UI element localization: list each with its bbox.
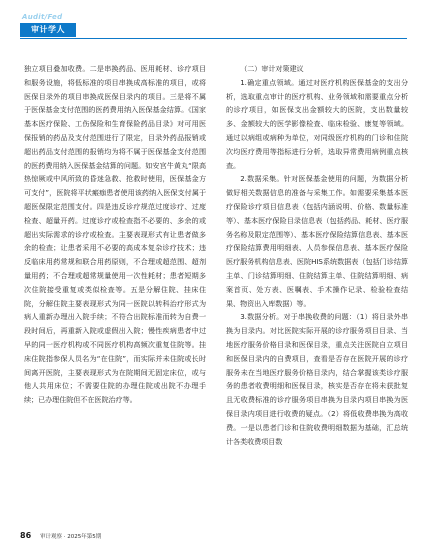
header-divider bbox=[20, 38, 407, 39]
body-paragraph: 3.数据分析。对于串换收费的问题：（1）将目录外串换为目录内。对比医院实际开展的诊疗服务项目目录、当地医疗服务价格目录和医保目录，重点关注医院自立项目和医保目录内的自费项目，查看是否存在医院开展的诊疗服务未在当地医疗服务价格目录内，结合掌握该类诊疗服务的患者收费明细和医保目录，核实是否存在将未获批复且无收费标准的诊疗服务项目串换为目录内项目串换为医保目录内项目进行收费的疑点。（2）将低收费串换为高收费。一是以患者门诊和住院收费明细数据为基础，汇总统计各类收费项目数 bbox=[226, 312, 408, 446]
journal-name: 审计观察 · 2025年第5期 bbox=[40, 534, 102, 540]
body-paragraph: 2.数据采集。针对医保基金使用的问题，为数据分析做好相关数据信息的准备与采集工作。如需要采集基本医疗保险诊疗项目信息表（包括内涵说明、价格、数量标准等）、基本医疗保险目录信息表（包括药品、耗材、医疗服务名称及限定范围等）、基本医疗保险结算信息表、基本医疗保险结算费用明细表、人员参保信息表、基本医疗保险医疗服务机构信息表、医院HIS系统数据表（包括门诊结算主单、门诊结算明细、住院结算主单、住院结算明细、病案首页、处方表、医嘱表、手术操作记录、检验检查结果、物资出入库数据）等。 bbox=[226, 174, 408, 308]
page-footer bbox=[0, 522, 427, 546]
body-paragraph: 1.确定重点领域。通过对医疗机构医保基金的支出分析，选取重点审计的医疗机构、业务领域和需要重点分析的诊疗项目，如医保支出金额较大的医院，支出数量较多、金额较大的医学影像检查、临床检验、康复等领域。通过以病组或病种为单位，对同级医疗机构的门诊和住院次均医疗费用等指标进行分析，选取异常费用病例重点核查。 bbox=[226, 77, 408, 170]
right-text-column bbox=[226, 62, 408, 448]
column-name-latin: Audit/Fed bbox=[22, 13, 63, 21]
section-heading: （二）审计对策建议 bbox=[240, 64, 304, 73]
column-tag: 审计学人 bbox=[20, 23, 76, 37]
page-header bbox=[0, 0, 427, 44]
body-paragraph: 独立项目叠加收费。二是串换药品、医用耗材、诊疗项目和服务设施，将低标准的项目串换成高标准的项目，或将医保目录外的项目串换成医保目录内的项目。三是将不属于医保基金支付范围的医药费用纳入医保基金结算。《国家基本医疗保险、工伤保险和生育保险药品目录》对可用医保报销的药品及支付范围进行了限定，目录外药品报销或超出药品支付范围的报销均为将不属于医保基金支付范围的医药费用纳入医保基金结算的问题。如安宫牛黄丸“限高热惊厥或中风所致的昏迷急救、抢救时使用，医保基金方可支付”，医院将平状瘢痂患者使用该药纳入医保支付属于超医保限定范围支付。四是违反诊疗规范过度诊疗、过度检查、超量开药。过度诊疗或检查指不必要的、多余的或超出实际需求的诊疗或检查。主要表现形式有让患者做多余的检查；让患者采用不必要的高成本复杂诊疗技术；违反临床用药常规和联合用药原则，不合理或超范围、超剂量用药；不合理或超常规量使用一次性耗材；患者短期多次住院接受重复或类似检查等。五是分解住院、挂床住院，分解住院主要表现形式为同一医院以转科治疗形式为病人重新办理出入院手续；不符合出院标准而转为自费一段时间后，再重新入院或虚假出入院；慢性疾病患者中过早的同一医疗机构或不同医疗机构高频次重复住院等。挂床住院指参保人员名为“在住院”，而实际并未住院或长时间离开医院，主要表现形式为在院期间无固定床位，或与他人共用床位；不需要住院的办理住院或出院不办理手续；已办理住院但不在医院治疗等。 bbox=[24, 64, 206, 405]
page-number: 86 bbox=[20, 531, 32, 540]
left-text-column bbox=[24, 62, 206, 407]
